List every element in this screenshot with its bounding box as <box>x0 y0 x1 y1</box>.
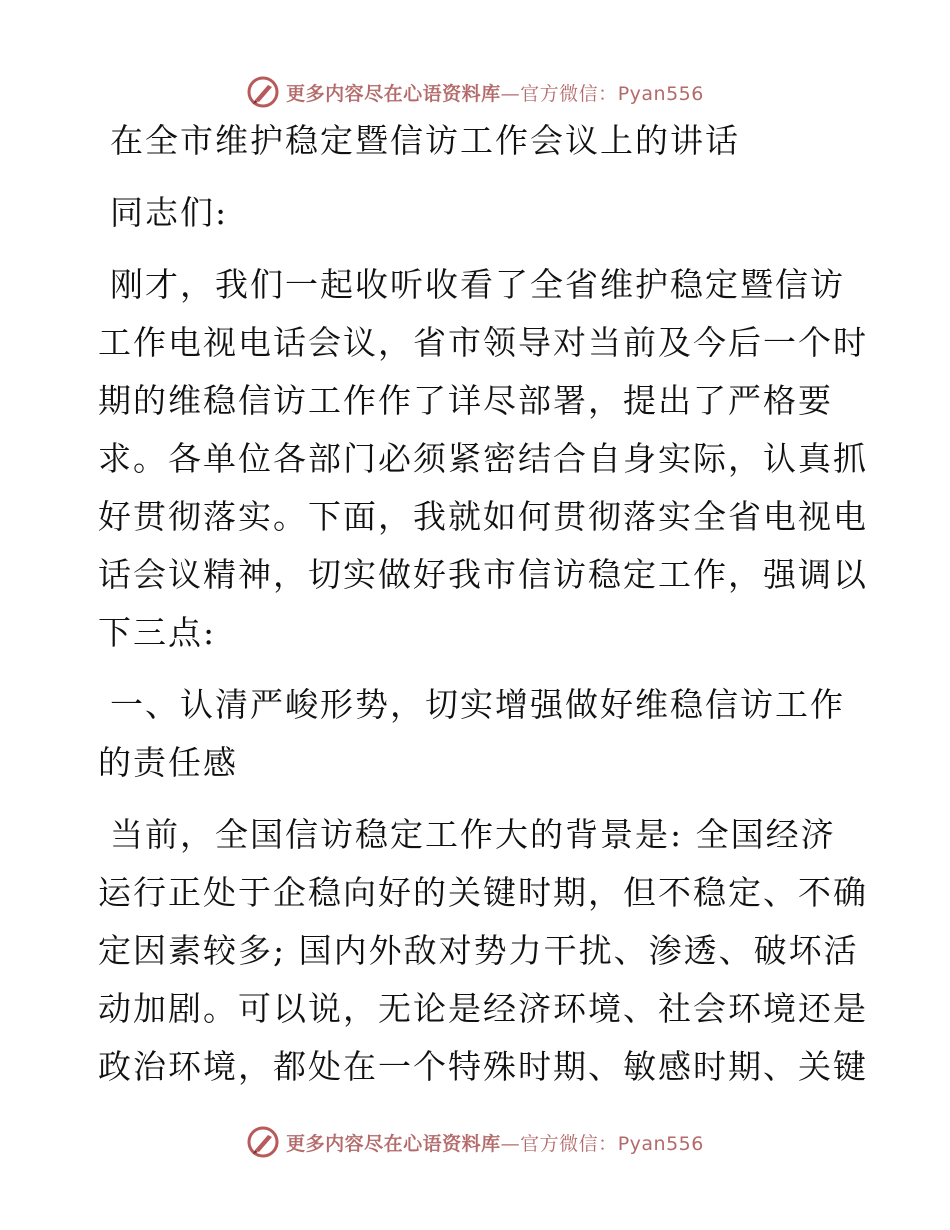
banner-dash: — <box>500 1132 521 1155</box>
paragraph-line: 话会议精神，切实做好我市信访稳定工作，强调以 <box>98 555 868 594</box>
paragraph-line: 期的维稳信访工作作了详尽部署，提出了严格要 <box>98 381 833 420</box>
banner-dash: — <box>500 82 521 105</box>
paragraph-line: 下三点: <box>98 613 217 652</box>
banner-wechat-label: 官方微信： <box>520 82 618 105</box>
paragraph-line: 动加剧。可以说，无论是经济环境、社会环境还是 <box>98 989 868 1028</box>
paragraph-line: 工作电视电话会议，省市领导对当前及今后一个时 <box>98 323 868 362</box>
banner-inner <box>246 1125 704 1159</box>
banner-wechat-id: Pyan556 <box>617 1132 704 1155</box>
section-heading-1 <box>98 676 858 792</box>
paragraph-line: 运行正处于企稳向好的关键时期，但不稳定、不确 <box>98 873 868 912</box>
paragraph-line: 定因素较多; 国内外敌对势力干扰、渗透、破坏活 <box>98 931 859 970</box>
pen-logo-icon <box>246 1125 280 1159</box>
banner-main-text: 更多内容尽在心语资料库 <box>286 82 501 105</box>
paragraph-line: 政治环境，都处在一个特殊时期、敏感时期、关键 <box>98 1047 868 1086</box>
paragraph-line: 当前，全国信访稳定工作大的背景是: 全国经济 <box>110 815 836 854</box>
banner-wechat-label: 官方微信： <box>520 1132 618 1155</box>
paragraph-2 <box>98 806 868 1096</box>
paragraph-line: 好贯彻落实。下面，我就如何贯彻落实全省电视电 <box>98 497 868 536</box>
banner-text <box>286 1129 704 1156</box>
document-title: 在全市维护稳定暨信访工作会议上的讲话 <box>110 121 740 160</box>
heading-line: 一、认清严峻形势，切实增强做好维稳信访工作 <box>110 685 845 724</box>
salutation: 同志们: <box>110 193 229 232</box>
banner-text <box>286 79 704 106</box>
header-banner <box>0 70 950 114</box>
paragraph-line: 求。各单位各部门必须紧密结合自身实际，认真抓 <box>98 439 868 478</box>
document-body <box>98 112 868 1096</box>
banner-inner <box>246 75 704 109</box>
pen-logo-icon <box>246 75 280 109</box>
banner-main-text: 更多内容尽在心语资料库 <box>286 1132 501 1155</box>
paragraph-line: 刚才，我们一起收听收看了全省维护稳定暨信访 <box>110 265 845 304</box>
paragraph-1 <box>98 256 868 662</box>
banner-wechat-id: Pyan556 <box>617 82 704 105</box>
heading-line: 的责任感 <box>98 743 238 782</box>
footer-banner <box>0 1120 950 1164</box>
